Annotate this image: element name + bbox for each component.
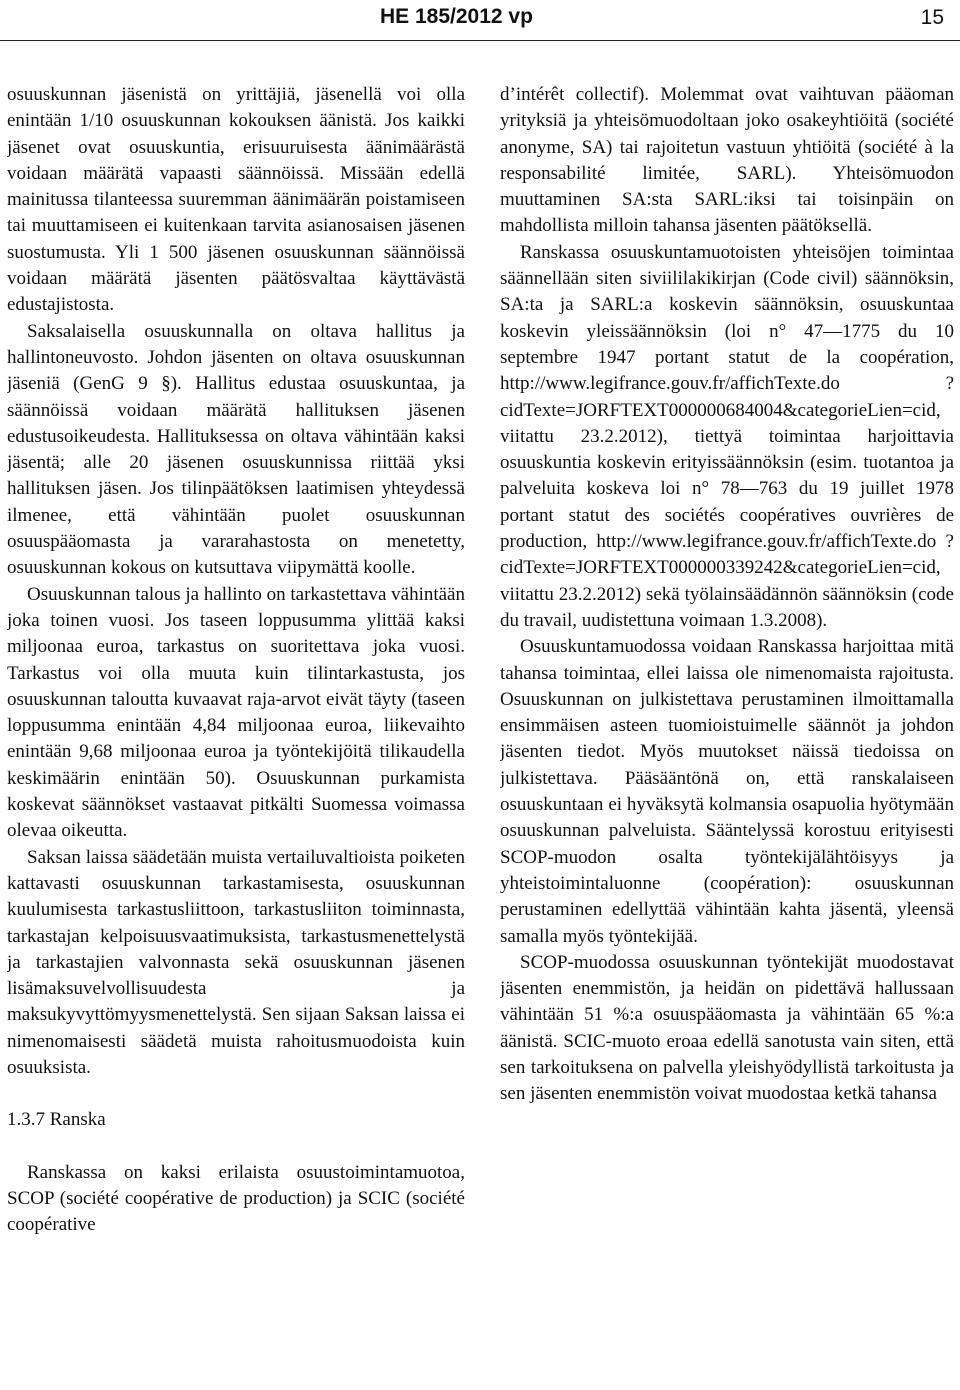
page-header bbox=[0, 0, 960, 41]
page-number: 15 bbox=[920, 6, 944, 29]
paragraph: osuuskunnan jäsenistä on yrittäjiä, jäsenellä voi olla enintään 1/10 osuuskunnan kokouksen äänistä. Jos kaikki jäsenet ovat osuuskuntia, erisuuruisesta äänimäärästä voidaan määrätä vapaasti säännöissä. Missään edellä mainitussa tilanteessa suuremman äänimäärän poistamiseen tai muuttamiseen ei kuitenkaan tarvita asianosaisen jäsenen suostumusta. Yli 1 500 jäsenen osuuskunnan säännöissä voidaan määrätä jäsenten päätösvaltaa käyttävästä edustajistosta. bbox=[7, 84, 465, 316]
paragraph: Saksan laissa säädetään muista vertailuvaltioista poiketen kattavasti osuuskunnan tarkastamisesta, osuuskunnan kuulumisesta tarkastusliittoon, tarkastusliiton toiminnasta, tarkastajan kelpoisuusvaatimuksista, tarkastusmenettelystä ja tarkastajien valvonnasta sekä osuuskunnan jäsenen lisämaksuvelvollisuudesta ja maksukyvyttömyysmenettelystä. Sen sijaan Saksan laissa ei nimenomaisesti säädetä muista rahoitusmuodoista kuin osuuksista. bbox=[7, 846, 465, 1078]
paragraph: Osuuskuntamuodossa voidaan Ranskassa harjoittaa mitä tahansa toimintaa, ellei laissa ole nimenomaista rajoitusta. Osuuskunnan on julkistettava perustaminen ilmoittamalla ensimmäisen asteen tuomioistuimelle säännöt ja johdon jäsenten tiedot. Myös muutokset näissä tiedoissa on julkistettava. Pääsääntönä on, että ranskalaiseen osuuskuntaan ei hyväksytä kolmansia osapuolia hyötymään osuuskunnan palveluista. Sääntelyssä korostuu erityisesti SCOP-muodon osalta työntekijälähtöisyys ja yhteistoimintaluonne (coopération): osuuskunnan perustaminen edellyttää vähintään kahta jäsentä, yleensä samalla myös työntekijää. bbox=[500, 636, 954, 947]
paragraph: d’intérêt collectif). Molemmat ovat vaihtuvan pääoman yrityksiä ja yhteisömuodoltaan joko osakeyhtiöitä (société anonyme, SA) tai rajoitetun vastuun yhtiöitä (société à la responsabilité limitée, SARL). Yhteisömuodon muuttaminen SA:sta SARL:iksi tai toisinpäin on mahdollista milloin tahansa jäsenten päätöksellä. bbox=[500, 84, 954, 237]
right-column bbox=[500, 82, 954, 1390]
paragraph: Saksalaisella osuuskunnalla on oltava hallitus ja hallintoneuvosto. Johdon jäsenten on oltava osuuskunnan jäseniä (GenG 9 §). Hallitus edustaa osuuskuntaa, ja säännöissä voidaan määrätä hallituksen jäsenen edustusoikeudesta. Hallituksessa on oltava vähintään kaksi jäsentä; alle 20 jäsenen osuuskunnissa riittää yksi hallituksen jäsen. Jos tilinpäätöksen laatimisen yhteydessä ilmenee, että vähintään puolet osuuskunnan osuuspääomasta ja vararahastosta on menetetty, osuuskunnan kokous on kutsuttava viipymättä koolle. bbox=[7, 320, 465, 579]
section-heading: 1.3.7 Ranska bbox=[7, 1109, 106, 1131]
paragraph: Ranskassa osuuskuntamuotoisten yhteisöjen toimintaa säännellään siten siviililakikirjan (Code civil) säännöksin, SA:ta ja SARL:a koskevin säännöksin, osuuskuntaa koskevin yleissäännöksin (loi n° 47—1775 du 10 septembre 1947 portant statut de la coopération, http://www.legifrance.gouv.fr/affichTexte.do ?cidTexte=JORFTEXT000000684004&categorieLien=cid, viitattu 23.2.2012), tiettyä toimintaa harjoittavia osuuskuntia koskevin erityissäännöksin (esim. tuotantoa ja palveluita koskeva loi n° 78—763 du 19 juillet 1978 portant statut des sociétés coopératives ouvrières de production, http://www.legifrance.gouv.fr/affichTexte.do ?cidTexte=JORFTEXT000000339242&categorieLien=cid, viitattu 23.2.2012) sekä työlainsäädännön säännöksin (code du travail, uudistettuna voimaan 1.3.2008). bbox=[500, 241, 954, 631]
document-id: HE 185/2012 vp bbox=[380, 5, 533, 28]
left-column bbox=[7, 82, 465, 1390]
paragraph: SCOP-muodossa osuuskunnan työntekijät muodostavat jäsenten enemmistön, ja heidän on pidettävä hallussaan vähintään 51 %:a osuuspääomasta ja vähintään 65 %:a äänistä. SCIC-muoto eroaa edellä sanotusta vain siten, että sen tarkoituksena on palvella yleishyödyllistä tarkoitusta ja sen jäsenten enemmistön voivat muodostaa ketkä tahansa bbox=[500, 951, 954, 1105]
paragraph: Osuuskunnan talous ja hallinto on tarkastettava vähintään joka toinen vuosi. Jos taseen loppusumma ylittää kaksi miljoonaa euroa, tarkastus on suoritettava joka vuosi. Tarkastus voi olla muuta kuin tilintarkastusta, jos osuuskunnan taloutta kuvaavat raja-arvot eivät täyty (taseen loppusumma enintään 4,84 miljoonaa euroa, liikevaihto enintään 9,68 miljoonaa euroa ja työntekijöitä tilikaudella keskimäärin enintään 50). Osuuskunnan purkamista koskevat säännökset vastaavat pitkälti Suomessa voimassa olevaa oikeutta. bbox=[7, 583, 465, 842]
paragraph: Ranskassa on kaksi erilaista osuustoimintamuotoa, SCOP (société coopérative de production) ja SCIC (société coopérative bbox=[7, 1161, 465, 1236]
